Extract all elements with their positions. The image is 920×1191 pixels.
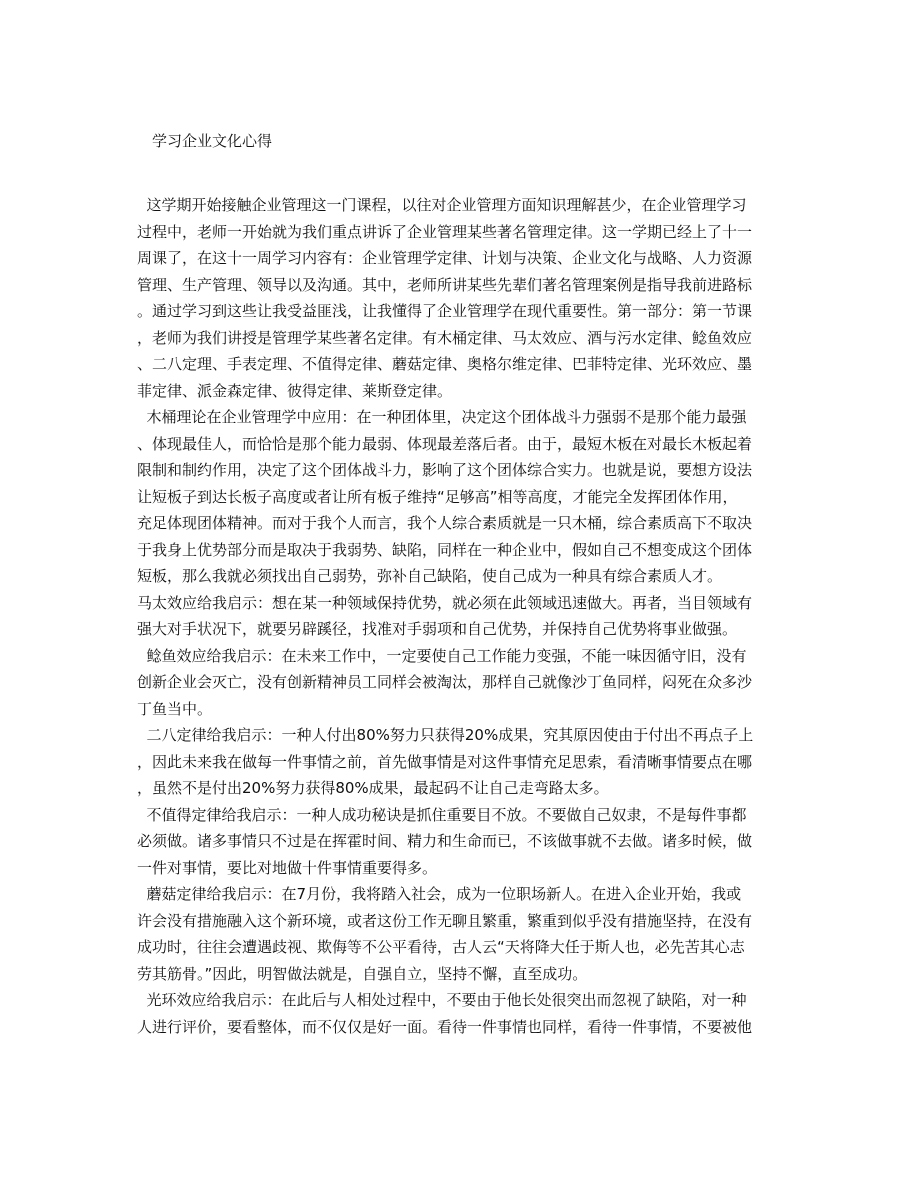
body-line: ，老师为我们讲授是管理学某些著名定律。有木桶定律、马太效应、酒与污水定律、鲶鱼效应: [137, 328, 753, 347]
body-line: 丁鱼当中。: [137, 699, 213, 718]
document-body: [137, 192, 793, 1040]
body-line: 限制和制约作用，决定了这个团体战斗力，影响了这个团体综合实力。也就是说，要想方设法: [137, 461, 753, 479]
body-line: 许会没有措施融入这个新环境，或者这份工作无聊且繁重，繁重到似乎没有措施坚持，在没有: [137, 911, 753, 930]
body-line: 管理、生产管理、领导以及沟通。其中，老师所讲某些先辈们著名管理案例是指导我前进路标: [137, 275, 753, 294]
body-line: 劳其筋骨。”因此，明智做法就是，自强自立，坚持不懈，直至成功。: [137, 964, 588, 983]
body-line: 创新企业会灭亡，没有创新精神员工同样会被淘汰，那样自己就像沙丁鱼同样，闷死在众多沙: [137, 673, 753, 691]
body-line: 周课了，在这十一周学习内容有：企业管理学定律、计划与决策、企业文化与战略、人力资源: [137, 249, 753, 267]
body-line: ，虽然不是付出20%努力获得80%成果，最起码不让自己走弯路太多。: [137, 779, 609, 797]
body-line: 蘑菇定律给我启示：在7月份，我将踏入社会，成为一位职场新人。在进入企业开始，我或: [137, 885, 742, 903]
body-line: 、体现最佳人，而恰恰是那个能力最弱、体现最差落后者。由于，最短木板在对最长木板起着: [137, 434, 753, 453]
body-line: 成功时，往往会遭遇歧视、欺侮等不公平看待，古人云“天将降大任于斯人也，必先苦其心志: [137, 938, 745, 956]
body-line: 二八定律给我启示：一种人付出80%努力只获得20%成果，究其原因使由于付出不再点子上: [137, 726, 754, 744]
body-line: 。通过学习到这些让我受益匪浅，让我懂得了企业管理学在现代重要性。第一部分：第一节课: [137, 302, 753, 320]
body-line: 过程中，老师一开始就为我们重点讲诉了企业管理某些著名管理定律。这一学期已经上了十一: [137, 222, 753, 241]
body-line: 必须做。诸多事情只不过是在挥霍时间、精力和生命而已，不该做事就不去做。诸多时候，做: [137, 832, 753, 850]
body-line: 木桶理论在企业管理学中应用：在一种团体里，决定这个团体战斗力强弱不是那个能力最强: [137, 408, 747, 426]
body-line: 让短板子到达长板子高度或者让所有板子维持“足够高”相等高度，才能完全发挥团体作用，: [137, 487, 738, 506]
body-line: 鲶鱼效应给我启示：在未来工作中，一定要使自己工作能力变强，不能一味因循守旧，没有: [137, 646, 747, 665]
body-line: 不值得定律给我启示：一种人成功秘诀是抓住重要目不放。不要做自己奴隶，不是每件事都: [137, 805, 747, 824]
body-line: 充足体现团体精神。而对于我个人而言，我个人综合素质就是一只木桶，综合素质高下不取决: [137, 514, 753, 532]
body-line: 、二八定理、手表定理、不值得定律、蘑菇定律、奥格尔维定律、巴菲特定律、光环效应、墨: [137, 355, 753, 373]
body-line: 人进行评价，要看整体，而不仅仅是好一面。看待一件事情也同样，看待一件事情，不要被他: [137, 1017, 753, 1036]
document-title: 学习企业文化心得: [152, 132, 273, 150]
body-line: 短板，那么我就必须找出自己弱势，弥补自己缺陷，使自己成为一种具有综合素质人才。: [137, 567, 723, 585]
body-line: 一件对事情，要比对地做十件事情重要得多。: [137, 858, 438, 877]
body-line: 马太效应给我启示：想在某一种领域保持优势，就必须在此领域迅速做大。再者，当目领域有: [137, 593, 753, 612]
body-line: 强大对手状况下，就要另辟蹊径，找准对手弱项和自己优势，并保持自己优势将事业做强。: [137, 620, 738, 638]
body-line: 光环效应给我启示：在此后与人相处过程中，不要由于他长处很突出而忽视了缺陷，对一种: [137, 991, 747, 1009]
body-line: 于我身上优势部分而是取决于我弱势、缺陷，同样在一种企业中，假如自己不想变成这个团体: [137, 540, 753, 559]
body-line: ，因此未来我在做每一件事情之前，首先做事情是对这件事情充足思索，看清晰事情要点在哪: [137, 752, 753, 771]
body-line: 这学期开始接触企业管理这一门课程，以往对企业管理方面知识理解甚少，在企业管理学习: [137, 196, 747, 214]
body-line: 菲定律、派金森定律、彼得定律、莱斯登定律。: [137, 381, 453, 400]
